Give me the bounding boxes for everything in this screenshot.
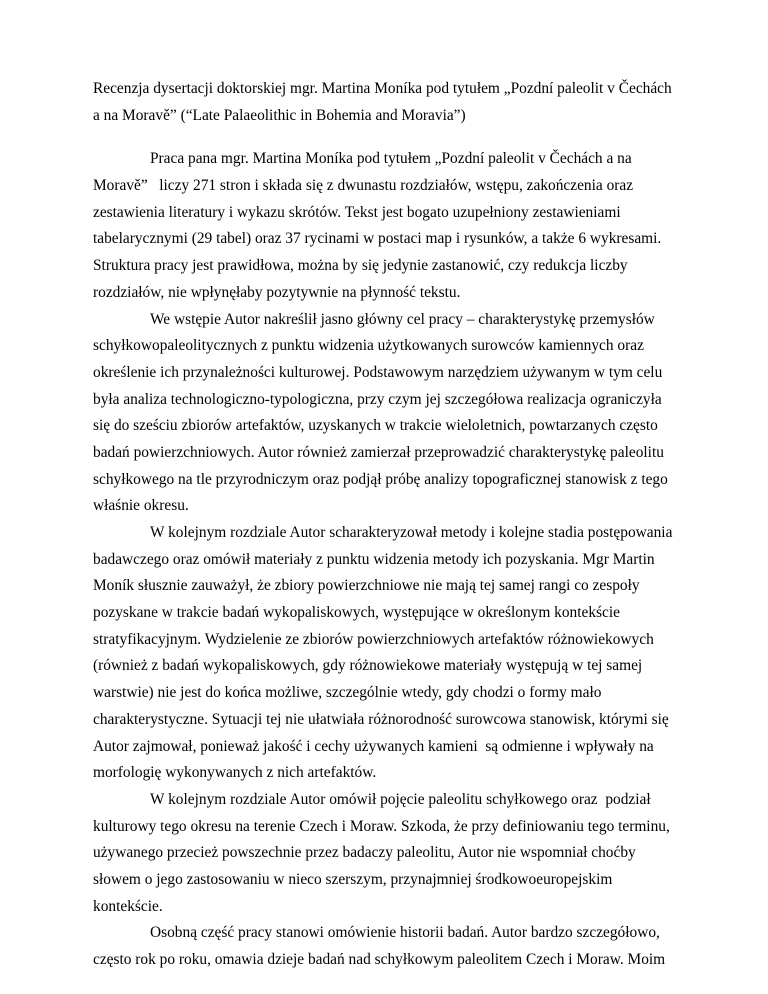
paragraph-line: kulturowy tego okresu na terenie Czech i Moraw. Szkoda, że przy definiowaniu tego terminu, [93,817,670,835]
paragraph-line: się do sześciu zbiorów artefaktów, uzyskanych w trakcie wieloletnich, powtarzanych często [93,417,658,435]
paragraph-line: stratyfikacyjnym. Wydzielenie ze zbiorów powierzchniowych artefaktów różnowiekowych [93,630,654,648]
paragraph-line: morfologię wykonywanych z nich artefaktów. [93,764,377,782]
review-text [93,76,697,974]
paragraph-line: Autor zajmował, ponieważ jakość i cechy używanych kamieni są odmienne i wpływały na [93,737,654,755]
paragraph-line: określenie ich przynależności kulturowej. Podstawowym narzędziem używanym w tym celu [93,363,663,381]
paragraph-line: właśnie okresu. [93,497,189,515]
paragraph-line: często rok po roku, omawia dzieje badań nad schyłkowym paleolitem Czech i Moraw. Moim [93,951,666,968]
paragraph-line: badań powierzchniowych. Autor również zamierzał przeprowadzić charakterystykę paleolitu [93,443,664,461]
paragraph-line: badawczego oraz omówił materiały z punktu widzenia metody ich pozyskania. Mgr Martin [93,550,655,568]
paragraph-line: słowem o jego zastosowaniu w nieco szerszym, przynajmniej środkowoeuropejskim [93,870,613,888]
paragraph-line: tabelarycznymi (29 tabel) oraz 37 rycinami w postaci map i rysunków, a także 6 wykresami. [93,230,662,248]
paragraph-line: schyłkowopaleolitycznych z punktu widzenia użytkowanych surowców kamiennych oraz [93,337,644,355]
paragraph-line: W kolejnym rozdziale Autor scharakteryzował metody i kolejne stadia postępowania [150,524,673,541]
paragraph-line: We wstępie Autor nakreślił jasno główny cel pracy – charakterystykę przemysłów [150,310,655,328]
paragraph-line: Praca pana mgr. Martina Moníka pod tytułem „Pozdní paleolit v Čechách a na [150,150,632,168]
paragraph-line: Osobną część pracy stanowi omówienie historii badań. Autor bardzo szczegółowo, [150,924,660,942]
paragraph-line: pozyskane w trakcie badań wykopaliskowych, występujące w określonym kontekście [93,604,620,622]
title-line: a na Moravě” (“Late Palaeolithic in Bohemia and Moravia”) [93,106,466,124]
paragraph-line: schyłkowego na tle przyrodniczym oraz podjął próbę analizy topograficznej stanowisk z tego [93,470,668,488]
paragraph-line: używanego przecież powszechnie przez badaczy paleolitu, Autor nie wspomniał choćby [93,844,636,862]
paragraph-line: W kolejnym rozdziale Autor omówił pojęcie paleolitu schyłkowego oraz podział [150,790,651,808]
title-line: Recenzja dysertacji doktorskiej mgr. Martina Moníka pod tytułem „Pozdní paleolit v Čechách [93,80,672,97]
paragraph-line: Struktura pracy jest prawidłowa, można by się jedynie zastanowić, czy redukcja liczby [93,257,628,275]
paragraph-line: warstwie) nie jest do końca możliwe, szczególnie wtedy, gdy chodzi o formy mało [93,684,602,702]
paragraph-line: Moravě” liczy 271 stron i składa się z dwunastu rozdziałów, wstępu, zakończenia oraz [93,177,634,195]
paragraph-line: rozdziałów, nie wpłynęłaby pozytywnie na płynność tekstu. [93,283,461,301]
paragraph-gap [93,129,697,146]
paragraph-line: charakterystyczne. Sytuacji tej nie ułatwiała różnorodność surowcowa stanowisk, którymi się [93,710,669,728]
paragraph-line: zestawienia literatury i wykazu skrótów. Tekst jest bogato uzupełniony zestawieniami [93,203,621,221]
paragraph-line: kontekście. [93,897,163,915]
paragraph-line: była analiza technologiczno-typologiczna, przy czym jej szczegółowa realizacja ograniczyła [93,390,662,408]
paragraph-line: Moník słusznie zauważył, że zbiory powierzchniowe nie mają tej samej rangi co zespoły [93,577,640,595]
paragraph-line: (również z badań wykopaliskowych, gdy różnowiekowe materiały występują w tej samej [93,657,643,675]
